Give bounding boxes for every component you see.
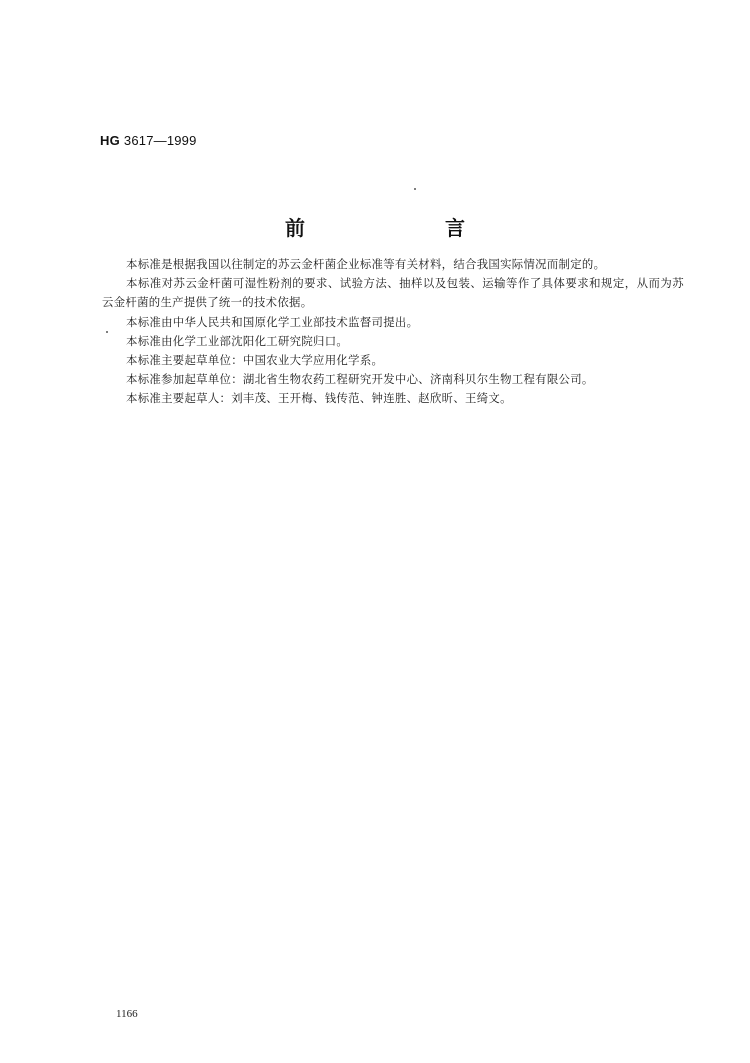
standard-number: 3617—1999 [123, 133, 197, 148]
scan-speck [414, 188, 416, 190]
scan-speck [106, 331, 108, 333]
paragraph-2: 本标准对苏云金杆菌可湿性粉剂的要求、试验方法、抽样以及包装、运输等作了具体要求和规定，从而为苏云金杆菌的生产提供了统一的技术依据。 [102, 276, 684, 310]
paragraph-3: 本标准由中华人民共和国原化学工业部技术监督司提出。 [126, 314, 419, 329]
paragraph-6: 本标准参加起草单位：湖北省生物农药工程研究开发中心、济南科贝尔生物工程有限公司。 [126, 372, 594, 387]
page-title: 前 言 [285, 216, 525, 240]
paragraph-1: 本标准是根据我国以往制定的苏云金杆菌企业标准等有关材料，结合我国实际情况而制定的。 [126, 257, 606, 271]
paragraph-7: 本标准主要起草人：刘丰茂、王开梅、钱传范、钟连胜、赵欣昕、王绮文。 [126, 391, 512, 406]
standard-prefix: HG [100, 133, 120, 148]
paragraph-5: 本标准主要起草单位：中国农业大学应用化学系。 [126, 353, 384, 368]
foreword-body [102, 255, 684, 409]
page-number: 1166 [116, 1008, 138, 1020]
paragraph-4: 本标准由化学工业部沈阳化工研究院归口。 [126, 333, 349, 348]
standard-code-header [100, 133, 197, 148]
